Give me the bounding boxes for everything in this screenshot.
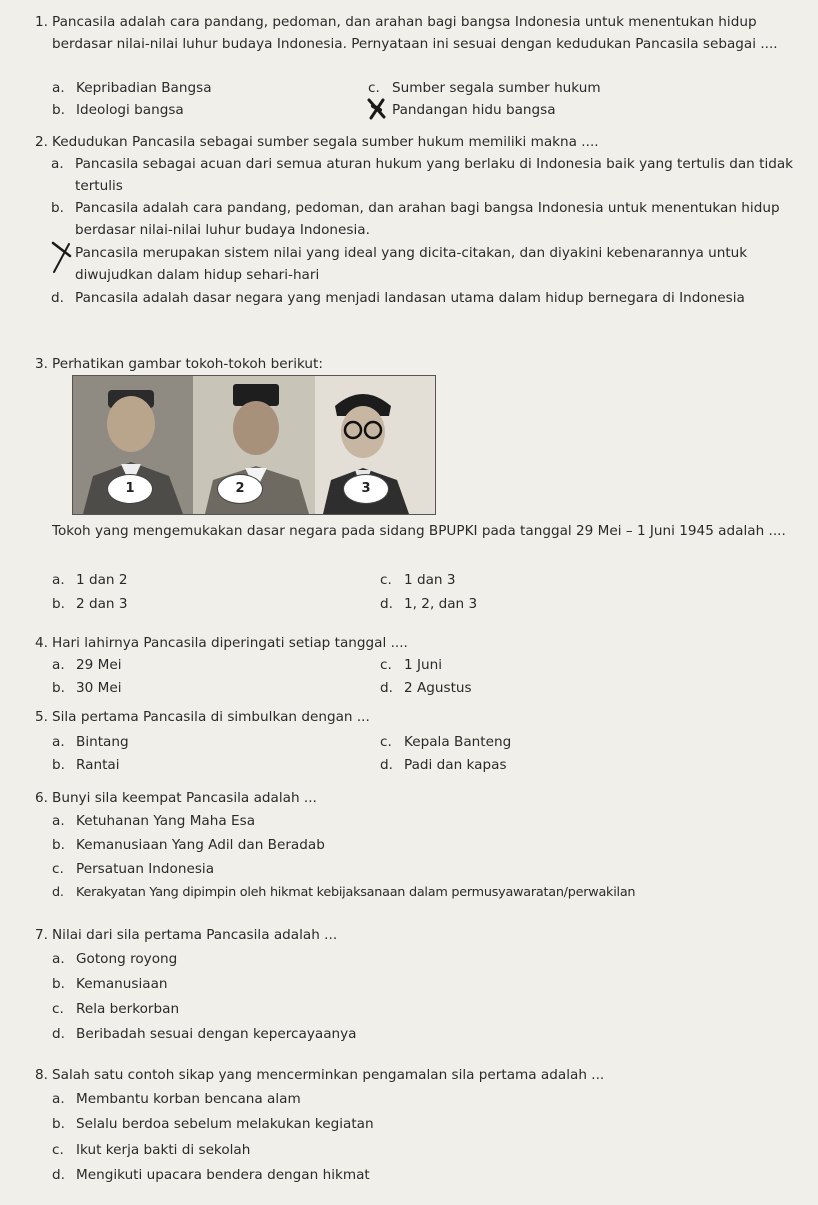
option-text: 1, 2, dan 3	[404, 596, 478, 612]
option-text: Rantai	[76, 757, 120, 773]
option-d	[380, 677, 472, 699]
figure-label-2: 2	[217, 474, 263, 504]
question-stem: Hari lahirnya Pancasila diperingati setiap tanggal ....	[52, 635, 408, 651]
question-stem: Salah satu contoh sikap yang mencerminkan pengamalan sila pertama adalah ...	[52, 1067, 605, 1083]
option-letter: b.	[52, 1116, 65, 1132]
option-text: 2 Agustus	[404, 680, 472, 696]
question-stem: Bunyi sila keempat Pancasila adalah ...	[52, 790, 317, 806]
option-a	[52, 654, 122, 676]
option-text: Pancasila merupakan sistem nilai yang ideal yang dicita-citakan, dan diyakini kebenarannya untuk diwujudkan dalam hidup sehari-hari	[75, 245, 748, 283]
option-d	[52, 882, 635, 904]
option-b	[52, 834, 325, 856]
option-c	[368, 77, 601, 99]
option-letter: c.	[380, 734, 392, 750]
option-text: Rela berkorban	[76, 1001, 180, 1017]
option-b	[52, 593, 128, 615]
option-letter: a.	[52, 657, 65, 673]
question-number: 8.	[35, 1067, 48, 1083]
option-letter: c.	[52, 1142, 64, 1158]
option-c	[380, 731, 511, 753]
question-stem-continued: Tokoh yang mengemukakan dasar negara pada sidang BPUPKI pada tanggal 29 Mei – 1 Juni 1945 adalah ....	[52, 523, 786, 539]
option-text: Pandangan hidu bangsa	[392, 102, 556, 118]
option-letter: a.	[52, 951, 65, 967]
figures-portrait-photo	[72, 375, 436, 515]
option-text: Mengikuti upacara bendera dengan hikmat	[76, 1167, 370, 1183]
option-letter: b.	[51, 200, 64, 216]
option-letter: b.	[52, 757, 65, 773]
figure-label-3: 3	[343, 474, 389, 504]
option-text: 30 Mei	[76, 680, 122, 696]
option-letter: c.	[380, 657, 392, 673]
option-text: Membantu korban bencana alam	[76, 1091, 301, 1107]
option-a	[52, 810, 255, 832]
option-c	[52, 998, 179, 1020]
option-c	[380, 654, 442, 676]
option-letter: c.	[52, 861, 64, 877]
question-stem: Sila pertama Pancasila di simbulkan dengan ...	[52, 709, 370, 725]
option-letter: b.	[52, 837, 65, 853]
option-text: Pancasila adalah dasar negara yang menjadi landasan utama dalam hidup bernegara di Indonesia	[75, 290, 745, 306]
option-letter: d.	[52, 1167, 65, 1183]
option-letter: c.	[52, 1001, 64, 1017]
option-b	[52, 99, 184, 121]
option-d	[51, 287, 795, 309]
option-letter: c.	[368, 80, 380, 96]
question-number: 7.	[35, 927, 48, 943]
question-number: 1.	[35, 14, 48, 30]
option-letter: d.	[380, 680, 393, 696]
option-text: Kerakyatan Yang dipimpin oleh hikmat kebijaksanaan dalam permusyawaratan/perwakilan	[76, 885, 636, 900]
option-c	[75, 242, 795, 286]
option-d	[52, 1023, 357, 1045]
option-text: Kepribadian Bangsa	[76, 80, 212, 96]
option-text: Ikut kerja bakti di sekolah	[76, 1142, 251, 1158]
option-letter: a.	[52, 813, 65, 829]
option-a	[52, 77, 212, 99]
option-text: 2 dan 3	[76, 596, 128, 612]
option-b	[52, 973, 168, 995]
option-letter: b.	[52, 102, 65, 118]
option-text: Kemanusiaan Yang Adil dan Beradab	[76, 837, 325, 853]
option-text: Selalu berdoa sebelum melakukan kegiatan	[76, 1116, 374, 1132]
option-a	[52, 569, 128, 591]
option-text: Beribadah sesuai dengan kepercayaanya	[76, 1026, 357, 1042]
option-text: Persatuan Indonesia	[76, 861, 215, 877]
question-stem: Pancasila adalah cara pandang, pedoman, dan arahan bagi bangsa Indonesia untuk menentukan hidup berdasar nilai-nilai luhur budaya Indonesia. Pernyataan ini sesuai dengan kedudukan Pancasila sebagai ....	[52, 14, 778, 52]
answer-cross-mark-icon	[366, 97, 388, 121]
option-letter: b.	[52, 596, 65, 612]
option-text: Pancasila sebagai acuan dari semua aturan hukum yang berlaku di Indonesia baik yang tertulis dan tidak tertulis	[75, 156, 794, 194]
option-text: Gotong royong	[76, 951, 178, 967]
option-a	[51, 153, 795, 197]
option-text: Bintang	[76, 734, 129, 750]
option-text: Sumber segala sumber hukum	[392, 80, 601, 96]
option-letter: a.	[52, 734, 65, 750]
option-text: 1 Juni	[404, 657, 442, 673]
option-text: Kepala Banteng	[404, 734, 512, 750]
question-stem: Nilai dari sila pertama Pancasila adalah ...	[52, 927, 338, 943]
option-letter: d.	[52, 885, 64, 900]
option-a	[52, 731, 129, 753]
option-b	[52, 677, 122, 699]
option-text: 1 dan 3	[404, 572, 456, 588]
option-text: Ketuhanan Yang Maha Esa	[76, 813, 256, 829]
option-d	[380, 593, 477, 615]
option-d	[368, 99, 556, 121]
option-letter: d.	[380, 596, 393, 612]
option-b	[52, 1113, 374, 1135]
option-text: Kemanusiaan	[76, 976, 168, 992]
option-text: Ideologi bangsa	[76, 102, 184, 118]
option-d	[380, 754, 507, 776]
question-stem: Perhatikan gambar tokoh-tokoh berikut:	[52, 356, 323, 372]
option-letter: a.	[51, 156, 64, 172]
question-number: 2.	[35, 134, 48, 150]
option-letter: a.	[52, 572, 65, 588]
option-letter: d.	[380, 757, 393, 773]
answer-cross-mark-icon	[50, 240, 76, 274]
question-number: 6.	[35, 790, 48, 806]
option-text: 1 dan 2	[76, 572, 128, 588]
question-number: 5.	[35, 709, 48, 725]
option-b	[52, 754, 120, 776]
option-text: 29 Mei	[76, 657, 122, 673]
option-letter: d.	[52, 1026, 65, 1042]
option-c	[52, 858, 214, 880]
question-number: 4.	[35, 635, 48, 651]
option-b	[51, 197, 795, 241]
question-stem: Kedudukan Pancasila sebagai sumber segala sumber hukum memiliki makna ....	[52, 134, 599, 150]
option-letter: a.	[52, 1091, 65, 1107]
question-number: 3.	[35, 356, 48, 372]
option-a	[52, 1088, 301, 1110]
option-letter: b.	[52, 976, 65, 992]
figure-label-1: 1	[107, 474, 153, 504]
option-d	[52, 1164, 370, 1186]
option-letter: d.	[51, 290, 64, 306]
option-c	[380, 569, 456, 591]
option-a	[52, 948, 177, 970]
option-letter: a.	[52, 80, 65, 96]
option-text: Padi dan kapas	[404, 757, 507, 773]
option-letter: c.	[380, 572, 392, 588]
option-c	[52, 1139, 250, 1161]
option-text: Pancasila adalah cara pandang, pedoman, dan arahan bagi bangsa Indonesia untuk menentukan hidup berdasar nilai-nilai luhur budaya Indonesia.	[75, 200, 780, 238]
option-letter: b.	[52, 680, 65, 696]
